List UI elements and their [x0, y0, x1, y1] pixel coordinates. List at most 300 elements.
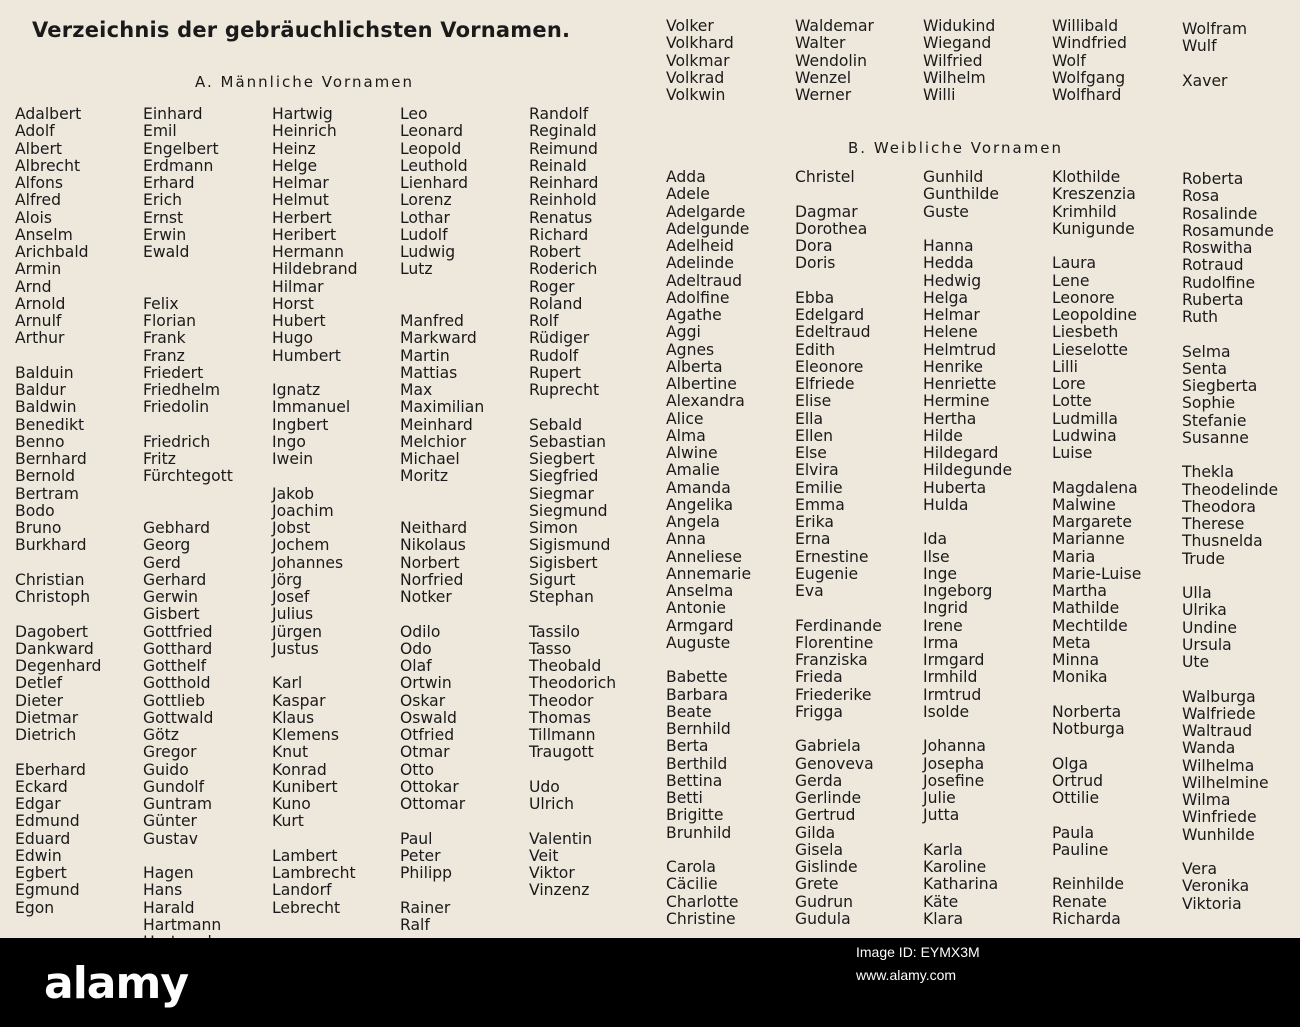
first-name: Rotraud	[1182, 256, 1244, 275]
first-name: Genoveva	[795, 754, 874, 773]
first-name: Julie	[923, 789, 956, 807]
first-name: Adelgunde	[666, 219, 750, 238]
first-name: Florian	[143, 312, 197, 330]
spacer	[1052, 462, 1141, 479]
first-name: Christine	[666, 909, 736, 928]
male-names-heading: A. Männliche Vornamen	[195, 73, 414, 91]
first-name: Manfred	[400, 312, 464, 330]
first-name: Ignatz	[272, 381, 321, 399]
male-names-column	[923, 18, 995, 104]
first-name: Arnold	[15, 294, 66, 313]
spacer	[1052, 738, 1141, 755]
first-name: Grete	[795, 875, 839, 894]
first-name: Rupert	[529, 363, 582, 382]
first-name: Hildebrand	[272, 260, 358, 279]
first-name: Otto	[400, 760, 435, 779]
first-name: Wolfgang	[1052, 68, 1126, 87]
first-name: Adalbert	[15, 105, 82, 123]
first-name: Julius	[272, 605, 314, 624]
first-name: Gotthold	[143, 674, 211, 693]
first-name: Ingrid	[923, 599, 969, 618]
first-name: Fürchtegott	[143, 467, 233, 486]
first-name: Roberta	[1182, 170, 1244, 188]
first-name: Brigitte	[666, 806, 724, 825]
first-name: Winfriede	[1182, 808, 1257, 827]
first-name: Wiegand	[923, 34, 992, 53]
page-title: Verzeichnis der gebräuchlichsten Vornamen.	[32, 18, 571, 42]
first-name: Magdalena	[1052, 478, 1138, 497]
first-name: Leonard	[400, 122, 464, 141]
first-name: Dietmar	[15, 708, 79, 727]
first-name: Gabriela	[795, 737, 861, 756]
first-name: Johanna	[923, 737, 986, 756]
first-name: Ortwin	[400, 674, 452, 693]
female-names-column	[1052, 169, 1141, 928]
first-name: Adelinde	[666, 254, 734, 273]
first-name: Gregor	[143, 743, 197, 762]
first-name: Norberta	[1052, 702, 1122, 721]
spacer	[1182, 568, 1278, 585]
first-name: Marianne	[1052, 530, 1125, 549]
first-name: Moritz	[400, 467, 449, 486]
spacer	[400, 279, 484, 296]
first-name: Doris	[795, 254, 836, 273]
first-name: Sebastian	[529, 432, 606, 451]
first-name: Ellen	[795, 426, 833, 445]
first-name: Lorenz	[400, 191, 452, 210]
first-name: Barbara	[666, 685, 729, 704]
first-name: Willi	[923, 86, 956, 104]
first-name: Tassilo	[529, 622, 580, 641]
male-names-column	[1182, 21, 1247, 90]
first-name: Karoline	[923, 858, 987, 876]
first-name: Rainer	[400, 898, 451, 917]
first-name: Ruprecht	[529, 381, 600, 399]
first-name: Leopold	[400, 139, 462, 158]
first-name: Rosa	[1182, 187, 1220, 206]
first-name: Jobst	[272, 519, 311, 537]
first-name: Herbert	[272, 208, 332, 227]
first-name: Ralf	[400, 915, 430, 934]
first-name: Richard	[529, 225, 589, 244]
first-name: Ingeborg	[923, 582, 993, 600]
first-name: Reinhilde	[1052, 875, 1124, 894]
spacer	[1182, 326, 1278, 343]
first-name: Thomas	[529, 708, 591, 727]
site-url: www.alamy.com	[856, 967, 957, 983]
male-names-column	[795, 18, 874, 104]
first-name: Eberhard	[15, 760, 86, 779]
first-name: Traugott	[529, 743, 594, 762]
first-name: Windfried	[1052, 34, 1127, 53]
first-name: Hilde	[923, 426, 963, 445]
first-name: Monika	[1052, 668, 1108, 687]
first-name: Mathilde	[1052, 599, 1120, 618]
first-name: Reinald	[529, 156, 587, 175]
first-name: Adolfine	[666, 288, 730, 307]
female-names-heading: B. Weibliche Vornamen	[848, 139, 1064, 157]
first-name: Ulla	[1182, 584, 1212, 602]
first-name: Willibald	[1052, 17, 1119, 35]
first-name: Edeltraud	[795, 323, 871, 342]
first-name: Katharina	[923, 875, 999, 894]
first-name: Hubert	[272, 312, 326, 330]
first-name: Elfriede	[795, 375, 855, 393]
first-name: Bertram	[15, 484, 79, 503]
first-name: Rosamunde	[1182, 221, 1274, 240]
first-name: Betti	[666, 789, 703, 807]
first-name: Franz	[143, 346, 185, 365]
first-name: Marie-Luise	[1052, 564, 1142, 583]
first-name: Trude	[1182, 549, 1226, 568]
first-name: Gerhard	[143, 570, 207, 589]
first-name: Bodo	[15, 501, 55, 520]
first-name: Inge	[923, 564, 957, 583]
first-name: Friedrich	[143, 432, 211, 451]
first-name: Neithard	[400, 519, 468, 537]
first-name: Simon	[529, 519, 578, 537]
watermark-footer-bar	[0, 938, 1300, 1027]
first-name: Erich	[143, 191, 183, 210]
first-name: Christoph	[15, 588, 91, 606]
spacer	[400, 813, 484, 830]
first-name: Burkhard	[15, 536, 87, 555]
first-name: Hildegunde	[923, 461, 1013, 480]
first-name: Adolf	[15, 122, 55, 141]
first-name: Hertha	[923, 409, 977, 428]
first-name: Benno	[15, 432, 65, 451]
first-name: Ewald	[143, 243, 190, 261]
first-name: Fritz	[143, 450, 176, 468]
first-name: Gerwin	[143, 588, 199, 606]
first-name: Walburga	[1182, 687, 1256, 706]
first-name: Gerda	[795, 771, 843, 790]
first-name: Brunhild	[666, 823, 732, 842]
first-name: Arthur	[15, 329, 65, 348]
first-name: Friederike	[795, 685, 872, 704]
spacer	[795, 186, 882, 203]
first-name: Christian	[15, 570, 85, 589]
first-name: Hartmann	[143, 915, 222, 934]
spacer	[143, 848, 233, 865]
first-name: Frigga	[795, 702, 843, 721]
first-name: Meta	[1052, 633, 1091, 652]
first-name: Ursula	[1182, 635, 1232, 654]
first-name: Viktor	[529, 864, 575, 882]
first-name: Markward	[400, 329, 477, 348]
first-name: Reinhold	[529, 191, 597, 210]
first-name: Nikolaus	[400, 536, 466, 555]
first-name: Norbert	[400, 553, 460, 572]
first-name: Gundolf	[143, 777, 205, 796]
first-name: Hulda	[923, 495, 969, 514]
first-name: Hagen	[143, 864, 194, 882]
first-name: Elise	[795, 392, 832, 411]
first-name: Armin	[15, 260, 62, 279]
spacer	[795, 721, 882, 738]
first-name: Leopoldine	[1052, 306, 1138, 324]
spacer	[1182, 671, 1278, 688]
first-name: Klemens	[272, 726, 339, 744]
first-name: Alfred	[15, 191, 62, 210]
first-name: Iwein	[272, 450, 314, 468]
first-name: Waldemar	[795, 17, 874, 35]
spacer	[1182, 56, 1247, 73]
first-name: Siegbert	[529, 450, 595, 468]
first-name: Kunigunde	[1052, 219, 1135, 238]
first-name: Karla	[923, 840, 963, 859]
first-name: Siegfried	[529, 467, 599, 486]
first-name: Jörg	[272, 570, 303, 589]
first-name: Gottfried	[143, 622, 213, 641]
first-name: Walter	[795, 34, 846, 53]
first-name: Baldur	[15, 381, 66, 399]
first-name: Paula	[1052, 823, 1095, 842]
first-name: Kaspar	[272, 691, 326, 710]
spacer	[15, 606, 101, 623]
first-name: Emil	[143, 122, 177, 141]
first-name: Hermine	[923, 392, 990, 411]
male-names-column	[143, 106, 233, 951]
first-name: Bernhard	[15, 450, 87, 468]
first-name: Friedert	[143, 363, 204, 382]
first-name: Sigisbert	[529, 553, 598, 572]
spacer	[15, 744, 101, 761]
first-name: Wenzel	[795, 68, 852, 87]
first-name: Maria	[1052, 547, 1096, 566]
first-name: Adeltraud	[666, 271, 743, 290]
first-name: Ebba	[795, 288, 835, 307]
image-id-label: Image ID: EYMX3M	[856, 944, 980, 960]
first-name: Ella	[795, 409, 824, 428]
first-name: Mattias	[400, 363, 458, 382]
first-name: Egbert	[15, 864, 67, 882]
first-name: Wulf	[1182, 37, 1217, 56]
first-name: Luise	[1052, 444, 1093, 462]
first-name: Rudolf	[529, 346, 579, 365]
first-name: Edwin	[15, 846, 62, 865]
first-name: Malwine	[1052, 495, 1116, 514]
first-name: Dagobert	[15, 622, 89, 641]
first-name: Theodora	[1182, 497, 1256, 516]
first-name: Irma	[923, 633, 959, 652]
first-name: Wolfram	[1182, 20, 1248, 38]
spacer	[272, 831, 358, 848]
first-name: Lienhard	[400, 174, 468, 192]
first-name: Frank	[143, 329, 186, 348]
male-names-column	[1052, 18, 1127, 104]
first-name: Christel	[795, 168, 855, 186]
first-name: Günter	[143, 812, 197, 831]
first-name: Mechtilde	[1052, 616, 1128, 635]
first-name: Senta	[1182, 359, 1228, 378]
first-name: Josepha	[923, 754, 985, 773]
first-name: Helmtrud	[923, 340, 997, 359]
first-name: Erika	[795, 513, 834, 531]
first-name: Alma	[666, 426, 706, 445]
first-name: Sebald	[529, 415, 583, 434]
first-name: Notker	[400, 588, 452, 606]
first-name: Adelheid	[666, 237, 734, 255]
spacer	[143, 279, 233, 296]
first-name: Wanda	[1182, 739, 1236, 758]
male-names-column	[666, 18, 734, 104]
first-name: Babette	[666, 668, 728, 687]
first-name: Heribert	[272, 225, 337, 244]
first-name: Engelbert	[143, 139, 219, 158]
first-name: Krimhild	[1052, 202, 1117, 221]
first-name: Ute	[1182, 653, 1210, 671]
spacer	[795, 273, 882, 290]
first-name: Agathe	[666, 306, 722, 324]
first-name: Franziska	[795, 651, 868, 669]
first-name: Alice	[666, 409, 704, 428]
spacer	[1052, 238, 1141, 255]
first-name: Anna	[666, 530, 706, 549]
first-name: Ulrich	[529, 795, 574, 813]
first-name: Tasso	[529, 639, 572, 658]
first-name: Wolfhard	[1052, 86, 1122, 104]
first-name: Viktoria	[1182, 894, 1242, 913]
first-name: Agnes	[666, 340, 715, 359]
first-name: Edmund	[15, 812, 80, 831]
first-name: Dankward	[15, 639, 94, 658]
first-name: Gebhard	[143, 519, 211, 537]
first-name: Huberta	[923, 478, 987, 497]
first-name: Frieda	[795, 668, 843, 687]
first-name: Volkwin	[666, 86, 726, 104]
first-name: Heinrich	[272, 122, 337, 141]
first-name: Anselma	[666, 582, 734, 600]
first-name: Klara	[923, 909, 964, 928]
first-name: Eckard	[15, 777, 68, 796]
male-names-column	[272, 106, 358, 917]
spacer	[400, 486, 484, 503]
first-name: Wunhilde	[1182, 825, 1255, 844]
first-name: Balduin	[15, 363, 74, 382]
male-names-column	[529, 106, 616, 900]
first-name: Josefine	[923, 771, 985, 790]
first-name: Xaver	[1182, 71, 1228, 90]
first-name: Selma	[1182, 342, 1231, 361]
first-name: Ludwina	[1052, 426, 1117, 445]
first-name: Annemarie	[666, 564, 752, 583]
first-name: Gerd	[143, 553, 181, 572]
female-names-column	[923, 169, 1012, 928]
spacer	[15, 348, 101, 365]
first-name: Helge	[272, 156, 318, 175]
first-name: Friedhelm	[143, 381, 221, 399]
first-name: Udo	[529, 777, 560, 796]
first-name: Irene	[923, 616, 963, 635]
first-name: Roger	[529, 277, 575, 296]
first-name: Siegberta	[1182, 377, 1258, 395]
first-name: Roland	[529, 294, 583, 313]
first-name: Jochem	[272, 536, 330, 555]
first-name: Meinhard	[400, 415, 473, 434]
first-name: Dora	[795, 237, 833, 255]
spacer	[1182, 844, 1278, 861]
first-name: Ernestine	[795, 547, 869, 566]
first-name: Veronika	[1182, 877, 1250, 896]
first-name: Peter	[400, 846, 441, 865]
first-name: Gisbert	[143, 605, 200, 624]
first-name: Joachim	[272, 501, 334, 520]
first-name: Ludolf	[400, 225, 448, 244]
first-name: Roderich	[529, 260, 598, 279]
first-name: Georg	[143, 536, 191, 555]
female-names-column	[795, 169, 882, 928]
first-name: Oswald	[400, 708, 457, 727]
first-name: Leo	[400, 105, 428, 123]
first-name: Lene	[1052, 271, 1090, 290]
first-name: Benedikt	[15, 415, 85, 434]
first-name: Gudula	[795, 909, 851, 928]
first-name: Robert	[529, 243, 581, 261]
spacer	[400, 503, 484, 520]
first-name: Richarda	[1052, 909, 1121, 928]
first-name: Egon	[15, 898, 55, 917]
spacer	[143, 503, 233, 520]
first-name: Lebrecht	[272, 898, 341, 917]
first-name: Max	[400, 381, 433, 399]
first-name: Eugenie	[795, 564, 859, 583]
first-name: Volkmar	[666, 51, 730, 70]
first-name: Johannes	[272, 553, 344, 572]
spacer	[666, 842, 751, 859]
first-name: Ottilie	[1052, 789, 1100, 807]
first-name: Maximilian	[400, 398, 485, 417]
first-name: Klaus	[272, 708, 315, 727]
first-name: Dagmar	[795, 202, 858, 221]
first-name: Hedda	[923, 254, 974, 273]
first-name: Erwin	[143, 225, 187, 244]
spacer	[529, 813, 616, 830]
first-name: Jutta	[923, 806, 960, 825]
female-names-column	[666, 169, 751, 928]
first-name: Wolf	[1052, 51, 1086, 70]
first-name: Melchior	[400, 432, 467, 451]
first-name: Adda	[666, 168, 706, 186]
first-name: Volker	[666, 17, 714, 35]
first-name: Berta	[666, 737, 709, 756]
first-name: Theodor	[529, 691, 594, 710]
first-name: Lilli	[1052, 357, 1079, 376]
first-name: Wilhelm	[923, 68, 986, 87]
spacer	[143, 486, 233, 503]
first-name: Hartwig	[272, 105, 333, 123]
first-name: Erna	[795, 530, 831, 549]
first-name: Renate	[1052, 892, 1107, 911]
first-name: Arichbald	[15, 243, 89, 261]
first-name: Else	[795, 444, 827, 462]
first-name: Charlotte	[666, 892, 739, 911]
first-name: Susanne	[1182, 428, 1249, 447]
spacer	[923, 721, 1012, 738]
first-name: Alexandra	[666, 392, 745, 411]
first-name: Landorf	[272, 881, 332, 900]
first-name: Norfried	[400, 570, 464, 589]
first-name: Lutz	[400, 260, 433, 279]
first-name: Paul	[400, 829, 433, 848]
first-name: Humbert	[272, 346, 341, 365]
first-name: Rosalinde	[1182, 204, 1258, 223]
first-name: Margarete	[1052, 513, 1132, 531]
first-name: Bernold	[15, 467, 76, 486]
first-name: Adele	[666, 185, 710, 204]
first-name: Rolf	[529, 312, 559, 330]
first-name: Kurt	[272, 812, 304, 831]
